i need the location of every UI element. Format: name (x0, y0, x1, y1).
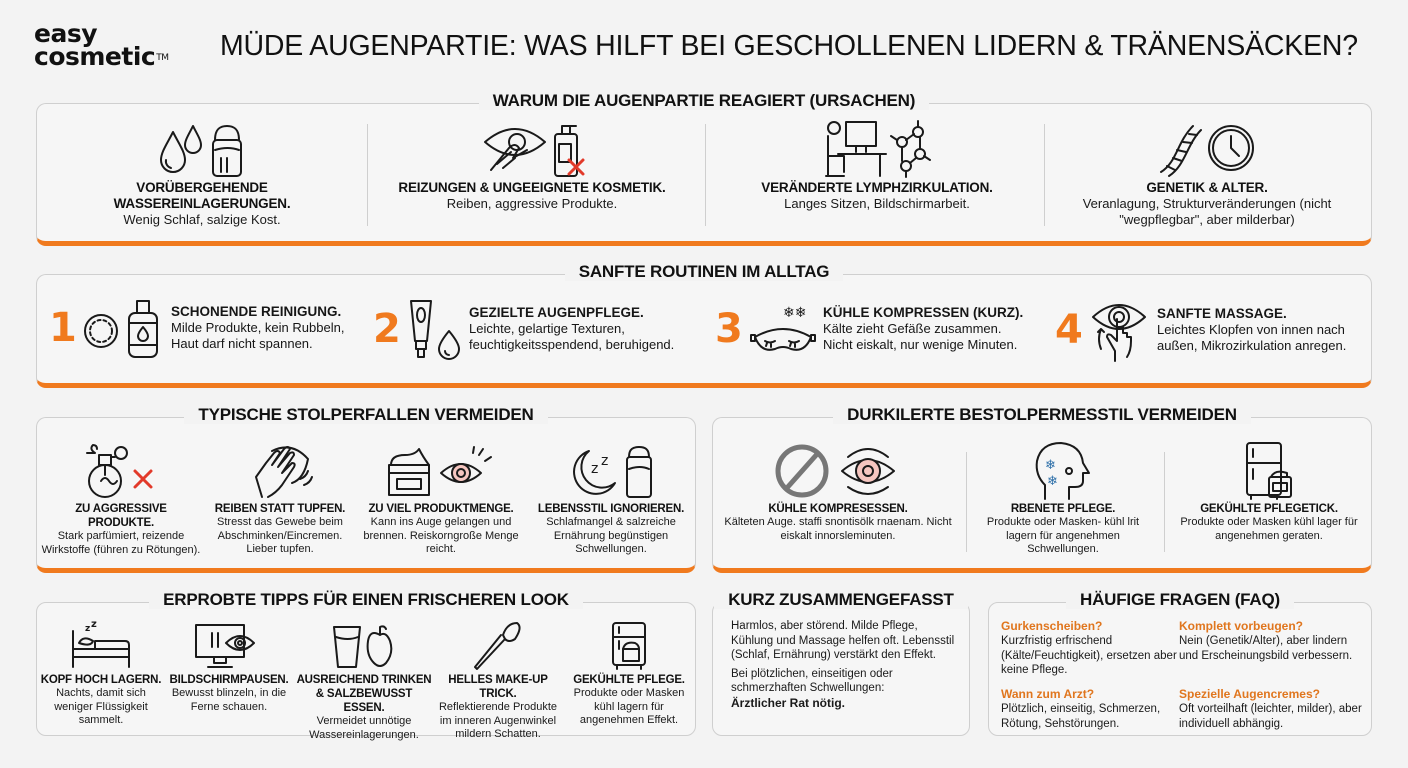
faq-question: Gurkenscheiben? (1001, 619, 1103, 633)
page-title: MÜDE AUGENPARTIE: WAS HILFT BEI GESCHOLLENEN LIDERN & TRÄNENSÄCKEN? (220, 30, 1358, 62)
routines-title: SANFTE ROUTINEN IM ALLTAG (565, 262, 844, 281)
causes-title: WARUM DIE AUGENPARTIE REAGIERT (URSACHEN) (479, 91, 929, 110)
fridge-cream-icon (1243, 441, 1295, 501)
desk-work-lymph-icon (822, 120, 932, 180)
pitfall-text: Stark parfümiert, reizende Wirkstoffe (führen zu Rötungen). (41, 530, 201, 556)
routine-step-1 (49, 299, 344, 357)
tips-panel (36, 590, 696, 741)
monitor-eye-icon (194, 623, 264, 669)
svg-text:z: z (85, 624, 91, 634)
pitfall-text: Produkte oder Masken kühl lager für angenehmen geraten. (1180, 516, 1358, 542)
divider (705, 124, 706, 226)
summary-paragraph: Bei plötzlichen, einseitigen oder schmerzhaften Schwellungen: (731, 667, 893, 694)
divider (1044, 124, 1045, 226)
faq-answer: Oft vorteilhaft (leichter, milder), aber individuell abhängig. (1179, 703, 1362, 730)
rubbing-eye-bad-cosmetic-icon (477, 120, 587, 180)
divider (367, 124, 368, 226)
faq-question: Wann zum Arzt? (1001, 687, 1095, 701)
tip-text: Vermeidet unnötige Wassereinlagerungen. (309, 715, 419, 741)
faq-answer: Nein (Genetik/Alter), aber lindern und Erscheinungsbild verbessern. (1179, 635, 1353, 662)
cause-item (382, 120, 682, 212)
tip-item (295, 619, 433, 742)
divider (1164, 452, 1165, 552)
pitfall-text: Stresst das Gewebe beim Abschminken/Eincremen. Lieber tupfen. (217, 516, 343, 555)
routine-step-2 (373, 299, 674, 359)
rubbing-hand-icon (248, 443, 312, 499)
pitfall-item (205, 440, 355, 557)
trademark: TM (156, 53, 169, 63)
tip-heading: GEKÜHLTE PFLEGE. (573, 674, 685, 686)
tip-item (39, 619, 163, 728)
tube-drop-icon (407, 299, 463, 359)
step-line: Kälte zieht Gefäße zusammen. (823, 321, 1002, 336)
faq-title: HÄUFIGE FRAGEN (FAQ) (1066, 590, 1294, 609)
cause-item (727, 120, 1027, 212)
cooling-eye-mask-icon (749, 299, 819, 359)
tip-heading: HELLES MAKE-UP TRICK. (448, 674, 548, 700)
pitfalls-panel (36, 405, 696, 573)
faq-item (1001, 619, 1177, 678)
faq-answer: Plötzlich, einseitig, Schmerzen, Rötung, Sehstörungen. (1001, 703, 1161, 730)
svg-text:z: z (91, 619, 97, 630)
pitfall-text: Kann ins Auge gelangen und brennen. Reiskorngroße Menge reicht. (363, 516, 519, 555)
step-line: Nicht eiskalt, nur wenige Minuten. (823, 337, 1018, 352)
tip-text: Reflektierende Produkte im inneren Augenwinkel mildern Schatten. (438, 701, 557, 740)
tip-text: Bewusst blinzeln, in die Ferne schauen. (171, 687, 287, 713)
cause-heading: VERÄNDERTE LYMPHZIRKULATION. (761, 180, 993, 195)
svg-text:❄: ❄ (1047, 474, 1058, 489)
tip-heading: AUSREICHEND TRINKEN & SALZBEWUSST ESSEN. (296, 674, 432, 714)
pitfall-heading: KÜHLE KOMPRESESSEN. (768, 503, 908, 515)
prohibited-red-eye-icon (776, 443, 900, 499)
pitfall-text: Schlafmangel & salzreiche Ernährung begünstigen Schwellungen. (546, 516, 676, 555)
step-heading: SANFTE MASSAGE. (1157, 306, 1287, 321)
step-line: Milde Produkte, kein Rubbeln, (171, 320, 345, 335)
pitfall-secondary-item (973, 440, 1153, 557)
cause-text: Reiben, aggressive Produkte. (446, 196, 618, 211)
causes-panel (36, 91, 1372, 246)
perfume-x-icon (81, 443, 161, 499)
step-line: Leichte, gelartige Texturen, (469, 321, 625, 336)
brand-logo (34, 19, 169, 71)
faq-question: Spezielle Augencremes? (1179, 687, 1320, 701)
tip-heading: KOPF HOCH LAGERN. (40, 674, 162, 686)
tip-item (433, 619, 563, 742)
step-line: Haut darf nicht spannen. (171, 336, 313, 351)
routine-step-3 (715, 299, 1023, 359)
logo-line-1: easy (34, 19, 98, 48)
step-heading: KÜHLE KOMPRESSEN (KURZ). (823, 305, 1024, 320)
cotton-pad-bottle-icon (83, 299, 165, 357)
pitfall-heading: LEBENSSTIL IGNORIEREN. (537, 503, 685, 515)
faq-item (1001, 687, 1177, 731)
eye-tap-massage-icon (1089, 299, 1149, 361)
tip-item (167, 619, 291, 714)
step-number: 3 (715, 306, 743, 352)
summary-panel (712, 590, 970, 736)
svg-text:z: z (591, 461, 599, 477)
summary-paragraph: Harmlos, aber störend. Milde Pflege, Kühlung und Massage helfen oft. Lebensstil (Schlaf, Ernährung) verstärkt den Effekt. (731, 620, 955, 661)
routine-step-4 (1055, 299, 1346, 361)
step-number: 1 (49, 305, 77, 351)
dna-clock-icon (1157, 122, 1257, 178)
fridge-cream-icon (609, 621, 649, 671)
pitfall-secondary-item (719, 440, 957, 543)
cause-heading: GENETIK & ALTER. (1146, 180, 1268, 195)
pitfalls-secondary-title: DURKILERTE BESTOLPERMESSTIL VERMEIDEN (833, 405, 1251, 424)
step-line: feuchtigkeitsspendend, beruhigend. (469, 337, 675, 352)
pitfall-heading: GEKÜHLTE PFLEGETICK. (1200, 503, 1338, 515)
svg-text:❄: ❄ (1045, 458, 1056, 473)
step-heading: SCHONENDE REINIGUNG. (171, 304, 342, 319)
tip-item (565, 619, 693, 728)
glass-apple-icon (332, 623, 396, 669)
cause-text: Langes Sitzen, Bildschirmarbeit. (784, 196, 970, 211)
cause-item (77, 120, 327, 228)
pitfall-secondary-item (1171, 440, 1367, 543)
cause-item (1067, 120, 1347, 228)
faq-answer: Kurzfristig erfrischend (Kälte/Feuchtigkeit), ersetzen aber keine Pflege. (1001, 635, 1177, 676)
pitfalls-secondary-panel (712, 405, 1372, 573)
bed-sleep-icon (69, 619, 133, 669)
summary-emphasis: Ärztlicher Rat nötig. (731, 695, 846, 710)
routines-panel (36, 262, 1372, 388)
pitfall-heading: REIBEN STATT TUPFEN. (214, 503, 346, 515)
makeup-brush-icon (473, 621, 523, 671)
cause-heading: REIZUNGEN & UNGEEIGNETE KOSMETIK. (398, 180, 666, 195)
faq-item (1179, 619, 1369, 663)
svg-text:❄❄: ❄❄ (783, 305, 807, 321)
faq-question: Komplett vorbeugen? (1179, 619, 1304, 633)
pitfall-item (531, 440, 691, 557)
tip-text: Nachts, damit sich weniger Flüssigkeit sammelt. (54, 687, 148, 726)
step-heading: GEZIELTE AUGENPFLEGE. (469, 305, 644, 320)
svg-text:z: z (601, 453, 609, 469)
pitfall-text: Kälteten Auge. staffi snontisölk rnaenam. Nicht eiskalt innorsleminuten. (724, 516, 952, 542)
pitfall-heading: RBENETE PFLEGE. (1010, 503, 1116, 515)
tip-heading: BILDSCHIRMPAUSEN. (169, 674, 289, 686)
faq-panel (988, 590, 1372, 736)
pitfall-item (357, 440, 525, 557)
step-number: 4 (1055, 307, 1083, 353)
moon-sleep-salt-icon (569, 443, 653, 499)
step-line: Leichtes Klopfen von innen nach (1157, 322, 1345, 337)
logo-line-2: cosmetic (34, 42, 156, 71)
step-line: außen, Mikrozirkulation anregen. (1157, 338, 1347, 353)
tips-title: ERPROBTE TIPPS FÜR EINEN FRISCHEREN LOOK (149, 590, 583, 609)
cause-heading: VORÜBERGEHENDE WASSEREINLAGERUNGEN. (113, 180, 291, 211)
pitfall-heading: ZU VIEL PRODUKTMENGE. (368, 503, 514, 515)
water-drops-salt-shaker-icon (157, 122, 247, 178)
pitfalls-title: TYPISCHE STOLPERFALLEN VERMEIDEN (184, 405, 547, 424)
pitfall-text: Produkte oder Masken- kühl lrit lagern für angenehmen Schwellungen. (986, 516, 1140, 555)
pitfall-heading: ZU AGGRESSIVE PRODUKTE. (75, 503, 167, 529)
summary-title: KURZ ZUSAMMENGEFASST (714, 590, 968, 609)
cause-text: Wenig Schlaf, salzige Kost. (123, 212, 281, 227)
head-cooling-icon (1033, 441, 1093, 501)
pitfall-item (41, 440, 201, 557)
tip-text: Produkte oder Masken kühl lagern für angenehmen Effekt. (573, 687, 685, 726)
cream-jar-red-eye-icon (385, 443, 497, 499)
step-number: 2 (373, 306, 401, 352)
cause-text: Veranlagung, Strukturveränderungen (nicht "wegpflegbar", aber milderbar) (1082, 196, 1332, 227)
faq-item (1179, 687, 1369, 731)
divider (966, 452, 967, 552)
